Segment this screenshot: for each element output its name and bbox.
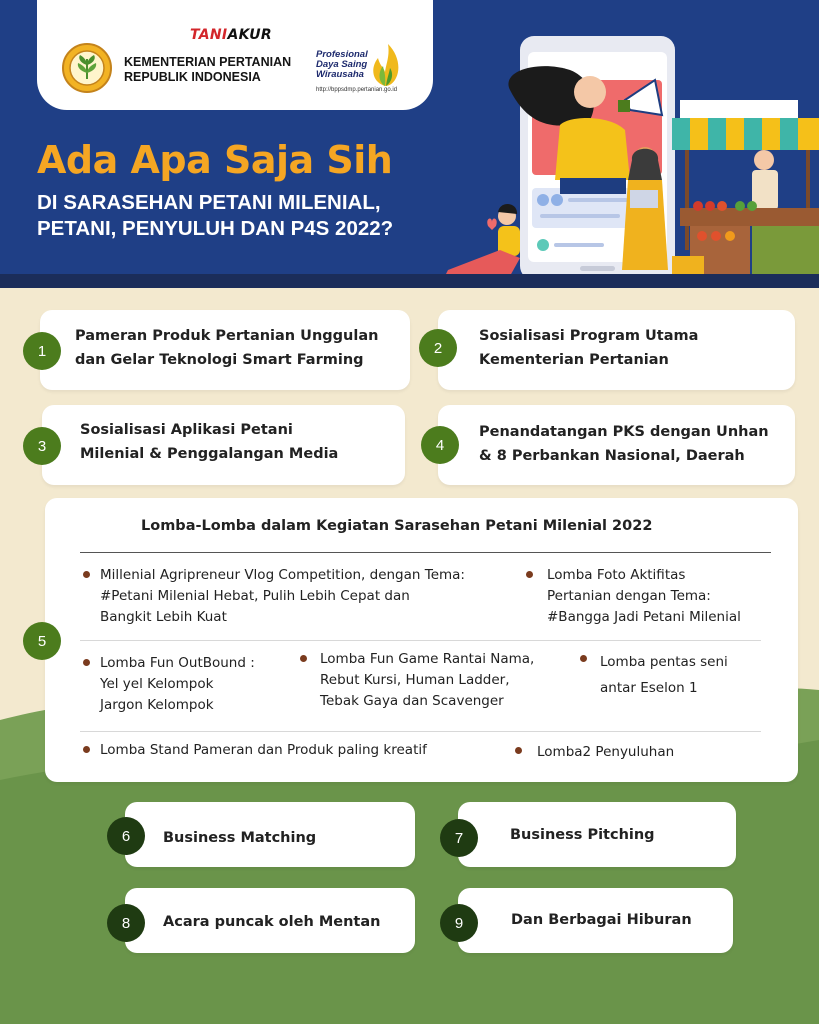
pds-url: http://bppsdmp.pertanian.go.id bbox=[316, 87, 398, 93]
item-number-badge: 7 bbox=[440, 819, 478, 857]
bullet-icon bbox=[83, 659, 90, 666]
item-number-badge: 2 bbox=[419, 329, 457, 367]
competition-fun-game: Lomba Fun Game Rantai Nama, Rebut Kursi, Human Ladder, Tebak Gaya dan Scavenger bbox=[320, 651, 535, 709]
competition-pentas-seni: Lomba pentas seni antar Eselon 1 bbox=[600, 654, 728, 696]
page-title: Ada Apa Saja Sih bbox=[37, 138, 393, 182]
item-number-badge: 1 bbox=[23, 332, 61, 370]
item-number-badge: 3 bbox=[23, 427, 61, 465]
bullet-icon bbox=[83, 746, 90, 753]
header-bottom-bar bbox=[0, 274, 819, 288]
leaf-flame-icon bbox=[368, 42, 402, 88]
item-text: Business Pitching bbox=[510, 827, 655, 843]
item-text: Dan Berbagai Hiburan bbox=[511, 912, 692, 928]
divider bbox=[80, 552, 771, 553]
competition-outbound: Lomba Fun OutBound : Yel yel Kelompok Jargon Kelompok bbox=[100, 655, 255, 713]
competitions-title: Lomba-Lomba dalam Kegiatan Sarasehan Petani Milenial 2022 bbox=[141, 518, 653, 534]
item-text: Pameran Produk Pertanian Unggulan dan Gelar Teknologi Smart Farming bbox=[75, 328, 379, 368]
item-text: Business Matching bbox=[163, 830, 317, 846]
item-text: Sosialisasi Aplikasi Petani Milenial & Penggalangan Media bbox=[80, 422, 339, 462]
item-number-badge: 5 bbox=[23, 622, 61, 660]
item-number-badge: 8 bbox=[107, 904, 145, 942]
kementan-emblem-icon bbox=[62, 43, 112, 93]
item-text: Acara puncak oleh Mentan bbox=[163, 914, 381, 930]
divider bbox=[80, 731, 761, 732]
item-number-badge: 9 bbox=[440, 904, 478, 942]
competition-vlog: Millenial Agripreneur Vlog Competition, dengan Tema: #Petani Milenial Hebat, Pulih Lebih Cepat dan Bangkit Lebih Kuat bbox=[100, 567, 465, 625]
bullet-icon bbox=[83, 571, 90, 578]
item-text: Sosialisasi Program Utama Kementerian Pertanian bbox=[479, 328, 699, 368]
page-subtitle: DI SARASEHAN PETANI MILENIAL, PETANI, PENYULUH DAN P4S 2022? bbox=[37, 191, 394, 240]
bullet-icon bbox=[300, 655, 307, 662]
competition-foto: Lomba Foto Aktifitas Pertanian dengan Tema: #Bangga Jadi Petani Milenial bbox=[547, 567, 741, 625]
item-number-badge: 6 bbox=[107, 817, 145, 855]
bullet-icon bbox=[515, 747, 522, 754]
competition-penyuluhan: Lomba2 Penyuluhan bbox=[537, 744, 675, 760]
pds-tagline: Profesional Daya Saing Wirausaha bbox=[316, 49, 368, 80]
header-banner bbox=[0, 0, 819, 282]
bullet-icon bbox=[526, 571, 533, 578]
marketplace-illustration bbox=[440, 30, 819, 280]
ministry-name: KEMENTERIAN PERTANIAN REPUBLIK INDONESIA bbox=[124, 55, 292, 84]
divider bbox=[80, 640, 761, 641]
item-number-badge: 4 bbox=[421, 426, 459, 464]
bullet-icon bbox=[580, 655, 587, 662]
item-text: Penandatangan PKS dengan Unhan & 8 Perbankan Nasional, Daerah bbox=[479, 424, 769, 464]
taniakur-logo-text: TANIAKUR bbox=[190, 27, 272, 43]
competition-stand: Lomba Stand Pameran dan Produk paling kreatif bbox=[100, 742, 427, 758]
